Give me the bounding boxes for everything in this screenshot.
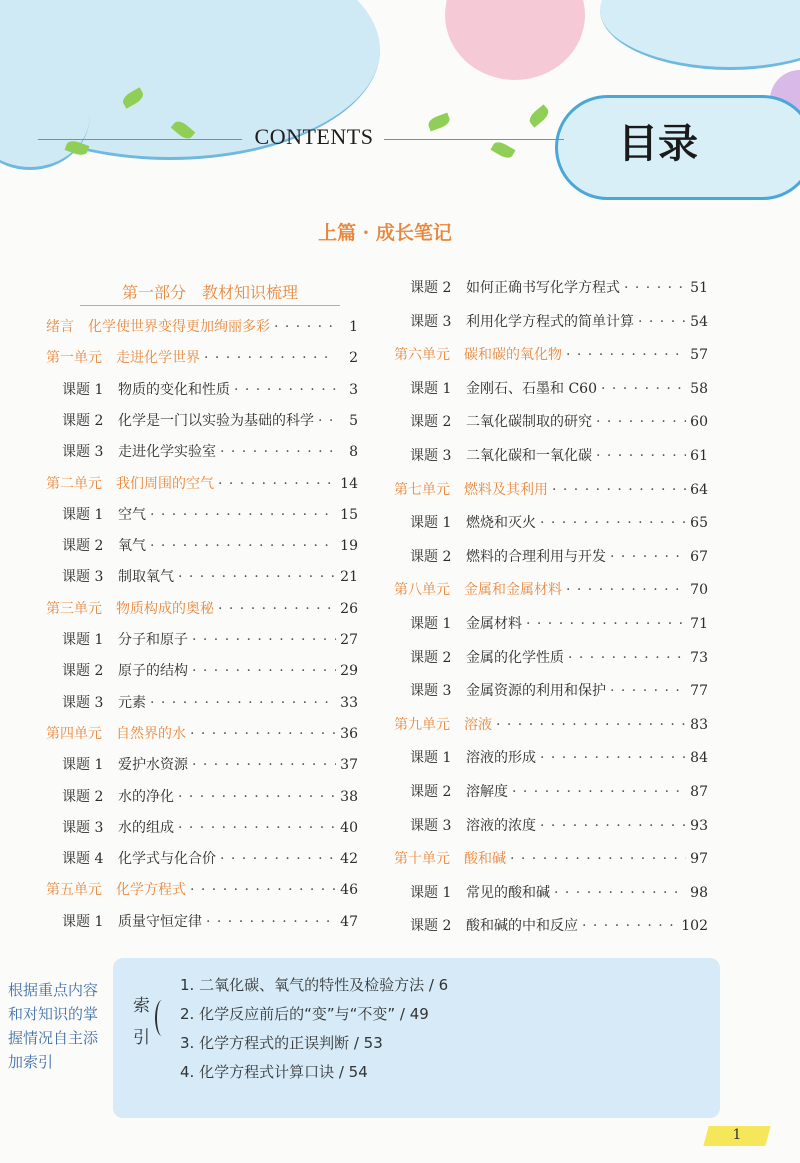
toc-unit-entry — [46, 881, 358, 899]
leader-dots — [178, 568, 336, 586]
unit-number: 第二单元 — [46, 475, 102, 492]
lesson-name: 常见的酸和碱 — [466, 884, 550, 901]
unit-name: 物质构成的奥秘 — [116, 600, 214, 617]
lesson-code: 课题 1 — [410, 515, 452, 532]
toc-entry-label — [410, 817, 536, 835]
unit-name: 金属和金属材料 — [464, 582, 562, 599]
toc-entry-label — [410, 783, 508, 801]
page-title: 目录 — [618, 121, 698, 167]
lesson-name: 化学是一门以实验为基础的科学 — [118, 412, 314, 429]
section-title: 上篇 · 成长笔记 — [318, 222, 452, 244]
toc-page-number: 54 — [690, 313, 708, 330]
toc-entry-label — [62, 537, 146, 555]
lesson-name: 如何正确书写化学方程式 — [466, 280, 620, 296]
toc-entry-label — [46, 600, 214, 618]
toc-lesson-entry — [62, 443, 358, 461]
leader-dots — [192, 631, 336, 649]
leader-dots — [206, 913, 336, 931]
toc-lesson-entry — [62, 537, 358, 555]
lesson-name: 制取氧气 — [118, 569, 174, 586]
toc-entry-label — [46, 318, 270, 336]
toc-entry-label — [62, 756, 188, 774]
leader-dots — [190, 881, 336, 899]
header-rule-right — [384, 139, 564, 140]
toc-page-number: 87 — [690, 784, 708, 800]
lesson-name: 金刚石、石墨和 C60 — [466, 380, 597, 397]
lesson-name: 元素 — [118, 694, 146, 711]
toc-entry-label — [46, 475, 214, 493]
toc-unit-entry — [394, 581, 708, 599]
header-rule-left — [38, 139, 242, 140]
toc-entry-label — [62, 381, 230, 399]
toc-page-number: 71 — [690, 616, 708, 632]
toc-page-number: 97 — [690, 851, 708, 868]
leader-dots — [512, 783, 686, 801]
leaf-icon — [527, 104, 552, 127]
toc-lesson-entry — [62, 662, 358, 680]
toc-page-number: 61 — [690, 448, 708, 464]
toc-lesson-entry — [410, 447, 708, 465]
lesson-code: 课题 2 — [62, 788, 104, 805]
toc-page-number: 36 — [340, 725, 358, 742]
index-item: 1. 二氧化碳、氧气的特性及检验方法 / 6 — [180, 976, 449, 994]
unit-number: 第五单元 — [46, 882, 102, 899]
lesson-code: 课题 2 — [410, 548, 452, 565]
toc-page-number: 40 — [340, 819, 358, 836]
lesson-name: 氧气 — [118, 538, 146, 555]
toc-unit-entry — [394, 716, 708, 734]
lesson-code: 课题 3 — [410, 817, 452, 834]
leader-dots — [150, 694, 336, 712]
toc-lesson-entry — [410, 749, 708, 767]
toc-entry-label — [410, 447, 592, 465]
toc-entry-label — [394, 581, 562, 599]
lesson-code: 课题 2 — [410, 649, 452, 666]
unit-number: 第八单元 — [394, 582, 450, 599]
leader-dots — [192, 662, 336, 680]
unit-name: 化学方程式 — [116, 882, 186, 899]
unit-name: 碳和碳的氧化物 — [464, 347, 562, 364]
leader-dots — [582, 917, 677, 935]
toc-entry-label — [46, 349, 200, 367]
lesson-code: 课题 1 — [62, 381, 104, 398]
toc-lesson-entry — [62, 850, 358, 868]
leader-dots — [638, 313, 686, 331]
lesson-code: 课题 1 — [62, 506, 104, 523]
leader-dots — [318, 412, 336, 430]
leader-dots — [601, 380, 686, 398]
toc-unit-entry — [394, 850, 708, 868]
leader-dots — [510, 850, 686, 868]
toc-page-number: 47 — [340, 913, 358, 930]
lesson-name: 金属的化学性质 — [466, 649, 564, 666]
lesson-name: 二氧化碳和一氧化碳 — [466, 448, 592, 464]
unit-number: 第一单元 — [46, 350, 102, 367]
toc-unit-entry — [46, 475, 358, 493]
toc-entry-label — [62, 819, 174, 837]
unit-number: 第七单元 — [394, 481, 450, 498]
toc-lesson-entry — [62, 788, 358, 806]
toc-page-number: 14 — [340, 475, 358, 492]
toc-page-number: 8 — [349, 444, 358, 461]
toc-unit-entry — [394, 481, 708, 499]
leaf-icon — [427, 113, 452, 132]
lesson-name: 溶解度 — [466, 784, 508, 800]
leader-dots — [192, 756, 336, 774]
lesson-code: 课题 2 — [62, 538, 104, 555]
toc-lesson-entry — [410, 514, 708, 532]
toc-entry-label — [62, 788, 174, 806]
toc-entry-label — [410, 649, 564, 667]
toc-entry-label — [410, 749, 536, 767]
lesson-code: 课题 3 — [62, 569, 104, 586]
toc-lesson-entry — [62, 694, 358, 712]
leader-dots — [274, 318, 336, 336]
toc-entry-label — [62, 850, 216, 868]
toc-page-number: 26 — [340, 600, 358, 617]
leader-dots — [540, 817, 686, 835]
unit-name: 化学使世界变得更加绚丽多彩 — [88, 319, 270, 335]
lesson-code: 课题 1 — [410, 884, 452, 901]
leader-dots — [596, 413, 686, 431]
toc-page-number: 3 — [349, 381, 358, 398]
toc-page-number: 84 — [690, 750, 708, 767]
lesson-name: 金属资源的利用和保护 — [466, 683, 606, 700]
lesson-code: 课题 2 — [62, 412, 104, 429]
toc-entry-label — [46, 881, 186, 899]
toc-unit-entry — [46, 725, 358, 743]
toc-page-number: 5 — [349, 412, 358, 429]
leader-dots — [566, 346, 686, 364]
lesson-name: 质量守恒定律 — [118, 913, 202, 930]
toc-lesson-entry — [410, 413, 708, 431]
toc-entry-label — [62, 568, 174, 586]
toc-page-number: 2 — [349, 350, 358, 367]
toc-lesson-entry — [410, 279, 708, 297]
toc-page-number: 29 — [340, 663, 358, 680]
toc-page-number: 58 — [690, 380, 708, 397]
toc-lesson-entry — [410, 783, 708, 801]
lesson-name: 走进化学实验室 — [118, 444, 216, 461]
toc-entry-label — [62, 412, 314, 430]
unit-name: 溶液 — [464, 716, 492, 733]
toc-lesson-entry — [410, 313, 708, 331]
lesson-code: 课题 2 — [62, 663, 104, 680]
lesson-name: 空气 — [118, 506, 146, 523]
lesson-name: 爱护水资源 — [118, 757, 188, 774]
toc-lesson-entry — [410, 682, 708, 700]
toc-lesson-entry — [410, 548, 708, 566]
toc-page-number: 65 — [690, 515, 708, 532]
toc-entry-label — [62, 506, 146, 524]
part-title-underline — [80, 305, 340, 306]
toc-unit-entry — [46, 600, 358, 618]
lesson-code: 课题 3 — [410, 313, 452, 330]
toc-unit-entry — [394, 346, 708, 364]
toc-page-number: 73 — [690, 649, 708, 666]
toc-lesson-entry — [62, 756, 358, 774]
unit-name: 燃料及其利用 — [464, 481, 548, 498]
lesson-code: 课题 3 — [62, 819, 104, 836]
leader-dots — [526, 615, 686, 633]
toc-page-number: 27 — [340, 632, 358, 648]
lesson-code: 课题 1 — [62, 757, 104, 774]
lesson-code: 课题 1 — [410, 616, 452, 632]
leader-dots — [540, 749, 686, 767]
lesson-code: 课题 2 — [410, 414, 452, 431]
toc-lesson-entry — [410, 615, 708, 633]
toc-lesson-entry — [410, 884, 708, 902]
toc-page-number: 60 — [690, 414, 708, 431]
toc-page-number: 46 — [340, 882, 358, 899]
lesson-name: 利用化学方程式的简单计算 — [466, 313, 634, 330]
leader-dots — [218, 475, 336, 493]
lesson-code: 课题 2 — [410, 280, 452, 296]
lesson-code: 课题 2 — [410, 918, 452, 935]
toc-entry-label — [410, 884, 550, 902]
toc-page-number: 21 — [340, 569, 358, 586]
toc-page-number: 1 — [349, 319, 358, 335]
page-number: 1 — [732, 1127, 742, 1143]
lesson-code: 课题 1 — [62, 632, 104, 648]
leader-dots — [568, 649, 686, 667]
leader-dots — [178, 788, 336, 806]
contents-label: CONTENTS — [254, 124, 374, 149]
lesson-code: 课题 3 — [410, 448, 452, 464]
toc-entry-label — [62, 662, 188, 680]
lesson-code: 课题 3 — [62, 694, 104, 711]
lesson-name: 燃料的合理利用与开发 — [466, 548, 606, 565]
lesson-name: 二氧化碳制取的研究 — [466, 414, 592, 431]
leader-dots — [610, 682, 686, 700]
toc-lesson-entry — [62, 568, 358, 586]
toc-entry-label — [62, 631, 188, 649]
toc-lesson-entry — [410, 649, 708, 667]
toc-entry-label — [410, 313, 634, 331]
unit-number: 第十单元 — [394, 851, 450, 868]
toc-entry-label — [410, 548, 606, 566]
toc-entry-label — [62, 443, 216, 461]
leader-dots — [566, 581, 686, 599]
handwritten-side-note: 根据重点内容和对知识的掌握情况自主添加索引 — [8, 981, 99, 1071]
toc-entry-label — [394, 346, 562, 364]
leader-dots — [218, 600, 336, 618]
toc-entry-label — [410, 380, 597, 398]
toc-page-number: 19 — [340, 538, 358, 555]
toc-entry-label — [394, 716, 492, 734]
toc-page-number: 15 — [340, 506, 358, 523]
lesson-name: 水的净化 — [118, 788, 174, 805]
lesson-code: 课题 3 — [62, 444, 104, 461]
lesson-code: 课题 1 — [62, 913, 104, 930]
leader-dots — [220, 443, 336, 461]
toc-lesson-entry — [410, 917, 708, 935]
leader-dots — [234, 381, 336, 399]
part-title: 第一部分 教材知识梳理 — [121, 283, 298, 302]
unit-name: 我们周围的空气 — [116, 475, 214, 492]
leader-dots — [150, 537, 336, 555]
leader-dots — [496, 716, 686, 734]
toc-page-number: 37 — [340, 757, 358, 774]
unit-number: 第六单元 — [394, 347, 450, 364]
toc-page-number: 83 — [690, 716, 708, 733]
unit-number: 第三单元 — [46, 600, 102, 617]
toc-lesson-entry — [62, 506, 358, 524]
toc-page-number: 51 — [690, 280, 708, 296]
toc-page-number: 98 — [690, 884, 708, 901]
lesson-name: 金属材料 — [466, 616, 522, 632]
toc-entry-label — [46, 725, 186, 743]
toc-unit-entry — [46, 349, 358, 367]
lesson-code: 课题 3 — [410, 683, 452, 700]
toc-page-number: 33 — [340, 694, 358, 711]
toc-entry-label — [62, 913, 202, 931]
leader-dots — [624, 279, 686, 297]
cloud-decoration-right — [600, 0, 800, 70]
leader-dots — [220, 850, 336, 868]
lesson-name: 水的组成 — [118, 819, 174, 836]
toc-entry-label — [394, 850, 506, 868]
leader-dots — [596, 447, 686, 465]
leader-dots — [552, 481, 686, 499]
lesson-name: 分子和原子 — [118, 632, 188, 648]
index-item: 3. 化学方程式的正误判断 / 53 — [180, 1034, 383, 1052]
toc-entry-label — [410, 917, 578, 935]
toc-entry-label — [410, 413, 592, 431]
toc-lesson-entry — [62, 913, 358, 931]
index-item: 2. 化学反应前后的“变”与“不变” / 49 — [180, 1005, 429, 1023]
index-bracket — [155, 1000, 169, 1036]
pink-circle-decoration — [445, 0, 585, 80]
toc-lesson-entry — [410, 380, 708, 398]
toc-lesson-entry — [410, 817, 708, 835]
lesson-code: 课题 4 — [62, 851, 104, 868]
toc-page-number: 77 — [690, 683, 708, 700]
index-label: 索引 — [133, 996, 150, 1048]
unit-name: 酸和碱 — [464, 851, 506, 868]
toc-entry-label — [410, 279, 620, 297]
toc-page-number: 70 — [690, 582, 708, 599]
toc-page-number: 102 — [681, 918, 708, 935]
lesson-name: 酸和碱的中和反应 — [466, 918, 578, 935]
toc-entry-label — [394, 481, 548, 499]
lesson-code: 课题 1 — [410, 750, 452, 767]
unit-number: 第九单元 — [394, 716, 450, 733]
unit-name: 自然界的水 — [116, 725, 186, 742]
leader-dots — [554, 884, 686, 902]
unit-number: 第四单元 — [46, 725, 102, 742]
lesson-code: 课题 1 — [410, 380, 452, 397]
lesson-name: 原子的结构 — [118, 663, 188, 680]
leader-dots — [540, 514, 686, 532]
toc-page-number: 42 — [340, 851, 358, 868]
toc-page-number: 57 — [690, 347, 708, 364]
unit-number: 绪言 — [46, 319, 74, 335]
lesson-name: 化学式与化合价 — [118, 851, 216, 868]
leader-dots — [178, 819, 336, 837]
lesson-name: 溶液的形成 — [466, 750, 536, 767]
index-item: 4. 化学方程式计算口诀 / 54 — [180, 1063, 368, 1081]
leader-dots — [190, 725, 336, 743]
toc-page-number: 38 — [340, 788, 358, 805]
toc-lesson-entry — [62, 631, 358, 649]
toc-entry-label — [410, 615, 522, 633]
leaf-icon — [490, 139, 515, 160]
toc-entry-label — [62, 694, 146, 712]
leader-dots — [150, 506, 336, 524]
toc-unit-entry — [46, 318, 358, 336]
toc-page-number: 93 — [690, 817, 708, 834]
toc-page-number: 64 — [690, 481, 708, 498]
toc-page-number: 67 — [690, 548, 708, 565]
leader-dots — [610, 548, 686, 566]
lesson-name: 物质的变化和性质 — [118, 381, 230, 398]
toc-lesson-entry — [62, 381, 358, 399]
lesson-code: 课题 2 — [410, 784, 452, 800]
toc-entry-label — [410, 514, 536, 532]
lesson-name: 溶液的浓度 — [466, 817, 536, 834]
toc-lesson-entry — [62, 412, 358, 430]
unit-name: 走进化学世界 — [116, 350, 200, 367]
lesson-name: 燃烧和灭火 — [466, 515, 536, 532]
toc-entry-label — [410, 682, 606, 700]
leader-dots — [204, 349, 336, 367]
toc-lesson-entry — [62, 819, 358, 837]
